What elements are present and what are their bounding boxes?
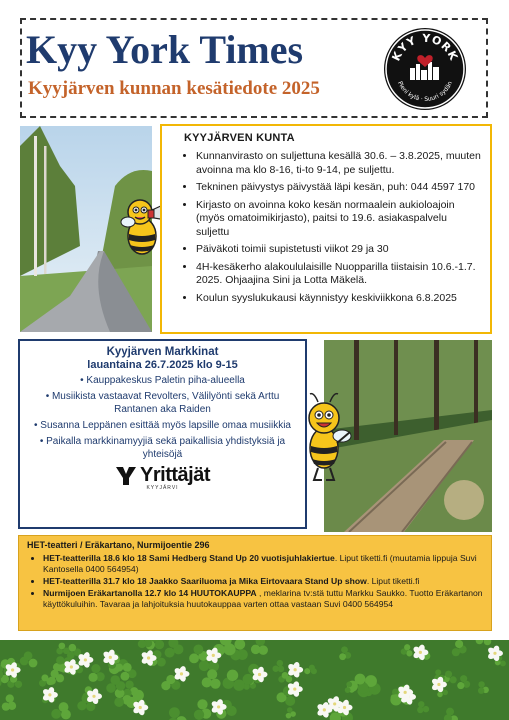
kunta-item: • Päiväkoti toimii supistetusti viikot 29 ja 30 xyxy=(196,243,482,257)
logo-top-text: KYY YORK xyxy=(389,31,461,64)
markkinat-date: lauantaina 26.7.2025 klo 9-15 xyxy=(87,359,238,371)
het-item-bold: HET-teatterilla 31.7 klo 18 Jaakko Saariluoma ja Mika Eirtovaara Stand Up show xyxy=(43,576,367,586)
logo-bottom-text: Pieni kylä · Suuri sydän xyxy=(396,80,454,104)
het-item-bold: HET-teatterilla 18.6 klo 18 Sami Hedberg Stand Up 20 vuotisjuhlakiertue xyxy=(43,553,335,563)
het-item xyxy=(43,588,483,610)
markkinat-item: • Musiikista vastaavat Revolters, Välilyönti sekä Arttu Rantanen aka Raiden xyxy=(30,390,295,416)
kunta-item: • 4H-kesäkerho alakoululaisille Nuopparilla tiistaisin 10.6.-1.7. 2025. Ohjaajina Sini ja Lotta Mäkelä. xyxy=(196,261,482,288)
markkinat-item: • Paikalla markkinamyyjiä sekä paikallisia yhdistyksiä ja yhteisöjä xyxy=(30,435,295,461)
page-subtitle: Kyyjärven kunnan kesätiedote 2025 xyxy=(28,78,320,99)
kunta-item: • Kirjasto on avoinna koko kesän normaalein aukioloajoin (myös omatoimikirjasto), paitsi to 19.6. asiakaspalvelu suljettu xyxy=(196,199,482,240)
kunta-item: • Tekninen päivystys päivystää läpi kesän, puh: 044 4597 170 xyxy=(196,181,482,195)
kyy-york-logo xyxy=(384,28,466,110)
bee-waving-illustration xyxy=(290,388,360,493)
kunta-info-box xyxy=(160,124,492,334)
kunta-item: • Kunnanvirasto on suljettuna kesällä 30.6. – 3.8.2025, muuten avoinna ma klo 8-16, ti-to 9-14, pe suljettu. xyxy=(196,150,482,177)
wood-sorrel-photo xyxy=(0,640,509,720)
markkinat-heading: Kyyjärven Markkinat xyxy=(106,346,219,358)
yrittajat-wordmark: Yrittäjät xyxy=(140,464,210,486)
yrittajat-logo xyxy=(26,464,299,487)
het-list xyxy=(27,553,483,610)
het-item xyxy=(43,553,483,575)
kunta-list xyxy=(174,150,482,305)
het-item-text: . Liput tiketti.fi xyxy=(366,576,420,586)
kunta-heading: KYYJÄRVEN KUNTA xyxy=(184,132,295,144)
het-item xyxy=(43,576,483,587)
markkinat-item: • Kauppakeskus Paletin piha-alueella xyxy=(30,374,295,387)
markkinat-item: • Susanna Leppänen esittää myös lapsille omaa musiikkia xyxy=(30,419,295,432)
het-teatteri-box xyxy=(18,535,492,631)
het-item-text: . Liput tiketti.fi (muutamia lippuja Suvi Kantosella 0400 564954) xyxy=(43,553,477,574)
het-item-bold: Nurmijoen Eräkartanolla 12.7 klo 14 HUUTOKAUPPA xyxy=(43,588,257,598)
yrittajat-sub: KYYJÄRVI xyxy=(146,485,179,491)
page-title: Kyy York Times xyxy=(26,27,304,72)
markkinat-box xyxy=(18,339,307,529)
yrittajat-y-icon xyxy=(115,466,137,486)
het-item-text: , meklarina tv:stä tuttu Markku Saukko. Tuotto Eräkartanon käyttökuluihin. Tavaraa ja lahjoituksia huutokauppaa varten ottaa vastaan Suvi 0400 564954 xyxy=(43,588,483,609)
kunta-item: • Koulun syyslukukausi käynnistyy keskiviikkona 6.8.2025 xyxy=(196,292,482,306)
markkinat-list xyxy=(26,374,299,461)
het-heading: HET-teatteri / Eräkartano, Nurmijoentie 296 xyxy=(27,540,210,550)
